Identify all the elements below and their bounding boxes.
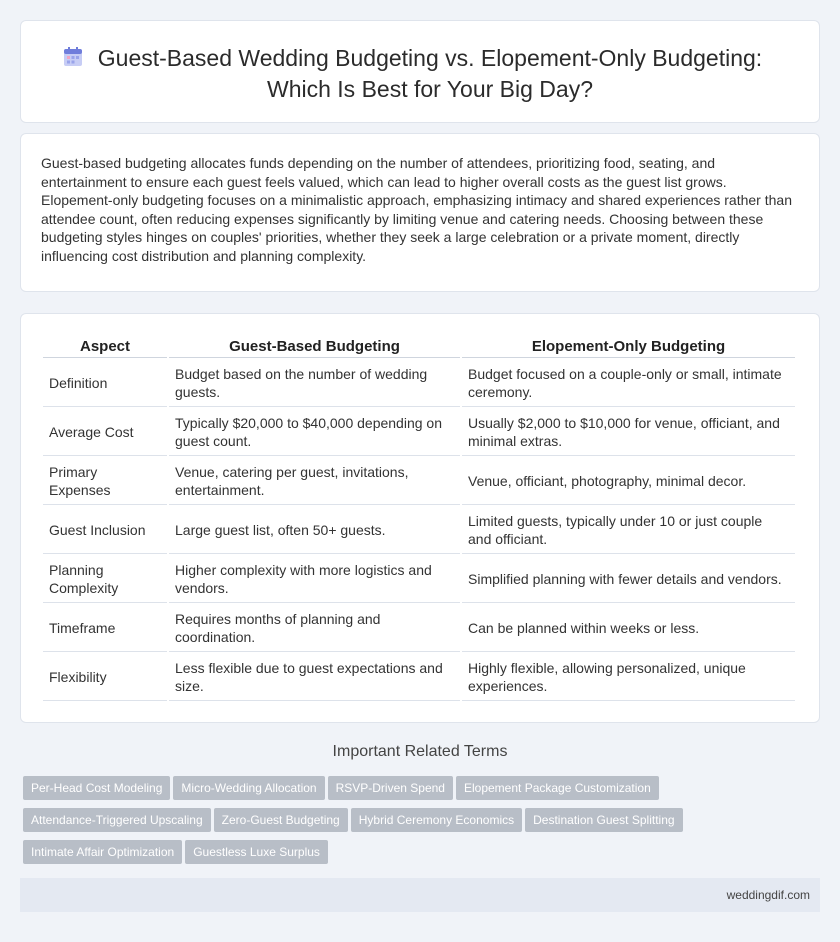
row-guest-value: Higher complexity with more logistics and vendors. <box>169 556 460 603</box>
column-header-aspect: Aspect <box>43 336 167 358</box>
row-aspect: Average Cost <box>43 409 167 456</box>
related-term-tag[interactable]: Micro-Wedding Allocation <box>173 776 324 800</box>
comparison-table <box>41 334 797 703</box>
table-header-row <box>43 336 795 358</box>
row-elopement-value: Budget focused on a couple-only or small, intimate ceremony. <box>462 360 795 407</box>
footer-site-link[interactable]: weddingdif.com <box>726 888 810 902</box>
table-row <box>43 409 795 456</box>
related-terms-tags <box>23 776 723 872</box>
intro-card <box>20 133 820 292</box>
row-guest-value: Budget based on the number of wedding guests. <box>169 360 460 407</box>
related-term-tag[interactable]: Hybrid Ceremony Economics <box>351 808 522 832</box>
related-term-tag[interactable]: Per-Head Cost Modeling <box>23 776 170 800</box>
row-guest-value: Requires months of planning and coordination. <box>169 605 460 652</box>
row-elopement-value: Highly flexible, allowing personalized, unique experiences. <box>462 654 795 701</box>
row-elopement-value: Simplified planning with fewer details and vendors. <box>462 556 795 603</box>
row-guest-value: Typically $20,000 to $40,000 depending on guest count. <box>169 409 460 456</box>
row-guest-value: Large guest list, often 50+ guests. <box>169 507 460 554</box>
row-aspect: Definition <box>43 360 167 407</box>
row-aspect: Flexibility <box>43 654 167 701</box>
row-elopement-value: Usually $2,000 to $10,000 for venue, officiant, and minimal extras. <box>462 409 795 456</box>
table-row <box>43 556 795 603</box>
comparison-table-card <box>20 313 820 723</box>
row-guest-value: Venue, catering per guest, invitations, entertainment. <box>169 458 460 505</box>
row-elopement-value: Limited guests, typically under 10 or just couple and officiant. <box>462 507 795 554</box>
row-aspect: Guest Inclusion <box>43 507 167 554</box>
related-terms-heading: Important Related Terms <box>332 743 508 760</box>
related-term-tag[interactable]: Attendance-Triggered Upscaling <box>23 808 211 832</box>
table-row <box>43 507 795 554</box>
related-term-tag[interactable]: Elopement Package Customization <box>456 776 659 800</box>
row-guest-value: Less flexible due to guest expectations and size. <box>169 654 460 701</box>
column-header-elopement: Elopement-Only Budgeting <box>462 336 795 358</box>
row-aspect: Primary Expenses <box>43 458 167 505</box>
table-row <box>43 458 795 505</box>
row-aspect: Timeframe <box>43 605 167 652</box>
row-elopement-value: Can be planned within weeks or less. <box>462 605 795 652</box>
related-term-tag[interactable]: Zero-Guest Budgeting <box>214 808 348 832</box>
table-row <box>43 360 795 407</box>
title-card <box>20 20 820 123</box>
related-term-tag[interactable]: Destination Guest Splitting <box>525 808 682 832</box>
related-term-tag[interactable]: Guestless Luxe Surplus <box>185 840 328 864</box>
table-row <box>43 654 795 701</box>
footer-bar <box>20 878 820 912</box>
related-term-tag[interactable]: Intimate Affair Optimization <box>23 840 182 864</box>
table-row <box>43 605 795 652</box>
row-aspect: Planning Complexity <box>43 556 167 603</box>
intro-paragraph: Guest-based budgeting allocates funds depending on the number of attendees, prioritizing food, seating, and entertainment to ensure each guest feels valued, which can lead to higher overall costs as the guest list grows. Elopement-only budgeting focuses on a minimalistic approach, emphasizing intimacy and shared experiences rather than attendee count, often reducing expenses significantly by limiting venue and catering needs. Choosing between these budgeting styles hinges on couples' priorities, whether they seek a large celebration or a private moment, directly influencing cost distribution and planning complexity. <box>41 155 792 264</box>
page-title: Guest-Based Wedding Budgeting vs. Elopement-Only Budgeting: Which Is Best for Your Big Day? <box>97 45 763 102</box>
row-elopement-value: Venue, officiant, photography, minimal decor. <box>462 458 795 505</box>
related-term-tag[interactable]: RSVP-Driven Spend <box>328 776 453 800</box>
column-header-guest: Guest-Based Budgeting <box>169 336 460 358</box>
